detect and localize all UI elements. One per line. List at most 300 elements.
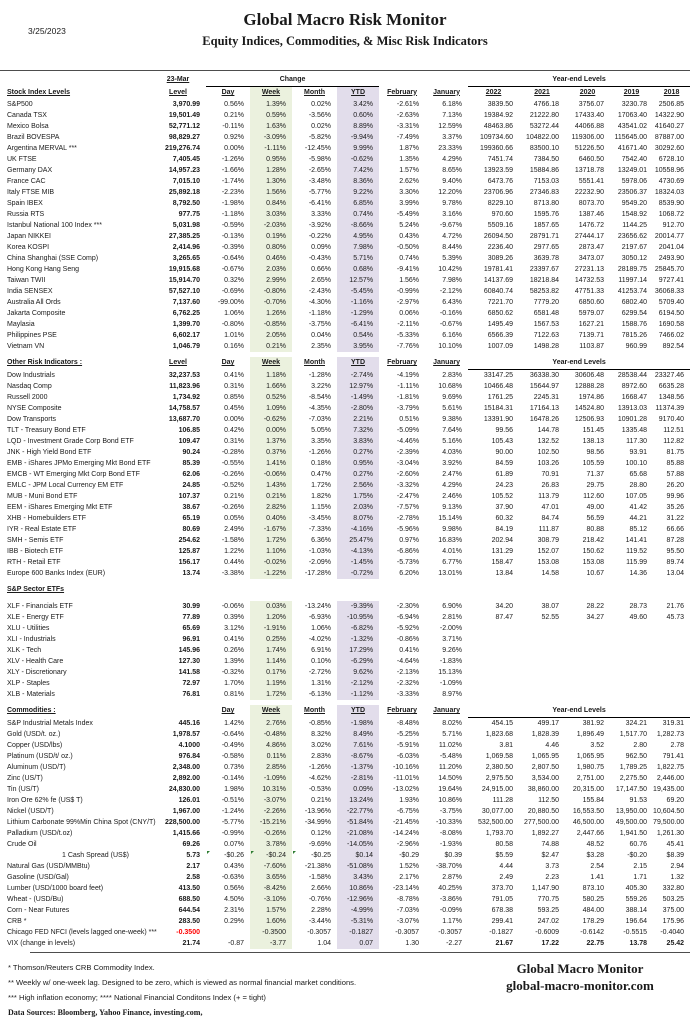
cell: 15884.86 [529,167,560,174]
cell: -4.99% [350,907,374,914]
cell: 1348.56 [658,394,685,401]
cell: 8.65% [442,167,463,174]
cell: -7.57% [396,504,420,511]
cell: 1.72% [266,691,286,698]
cell: 2.35% [311,343,331,350]
cell: 1548.92 [621,211,648,218]
cell: 22.75 [586,940,605,947]
cell: 1,147.90 [531,885,560,892]
cell: 144.78 [537,427,560,434]
cell: 0.03% [266,603,286,610]
cell: 25.42 [666,940,685,947]
cell: -$0.29 [399,852,420,859]
cell: -6.86% [396,548,420,555]
cell: 28.73 [629,603,648,610]
cell: 5.71% [353,255,374,262]
cell: 96.91 [182,636,200,643]
column-header: YTD [351,89,366,96]
cell: 219,276.74 [164,145,200,152]
row-label: XLB - Materials [7,691,55,698]
table-row [0,656,690,667]
cell: -1.74% [221,178,244,185]
cell: 80.58 [495,841,514,848]
cell [468,689,519,700]
cell: 47.01 [541,504,560,511]
cell: 1.39% [224,658,244,665]
cell: -0.55% [221,460,244,467]
cell: -4.16% [350,526,374,533]
cell: 2.17% [399,874,420,881]
cell: -3.32% [396,482,420,489]
cell [610,645,653,656]
group-header-row [0,74,690,87]
cell: -7.03% [308,416,331,423]
cell: -0.3057 [307,929,331,936]
cell: 1761.25 [487,394,514,401]
cell: 3.73 [545,863,560,870]
row-label: Wheat - (USD/Bu) [7,896,64,903]
year-column-header: 2021 [534,89,550,96]
cell: 1.41% [266,460,286,467]
cell: 1387.46 [578,211,605,218]
cell: 0.02% [311,101,331,108]
cell: 1668.47 [621,394,648,401]
cell: -0.13% [221,233,244,240]
cell: 0.25% [266,636,286,643]
cell: 2,348.00 [172,764,200,771]
table-row [0,773,690,784]
table-row [0,828,690,839]
cell: 141.58 [178,669,200,676]
cell: 1588.76 [621,321,648,328]
cell: -2.74% [350,371,374,379]
cell: 61.89 [495,471,514,478]
cell: -5.73% [396,559,420,566]
cell: -0.64% [221,731,244,738]
cell: 0.21% [266,343,286,350]
cell: 1,789.25 [619,764,648,771]
cell: 0.21% [224,112,244,119]
cell: 13.84 [495,570,514,577]
cell: 84.19 [495,526,514,533]
cell: 7815.26 [621,332,648,339]
cell: -0.64% [221,255,244,262]
cell: 23706.96 [483,189,514,196]
cell: 6.85% [353,200,374,207]
cell: -11.01% [393,775,420,782]
cell: 0.41% [224,636,244,643]
cell: 28189.75 [617,266,648,273]
cell: 8.07% [353,515,374,522]
cell: -0.99% [221,830,244,837]
cell: 0.66% [311,266,331,273]
cell: 11.02% [438,742,463,749]
cell: 3,265.65 [172,255,200,262]
row-label: Russia RTS [7,211,45,218]
cell: 77.89 [182,614,200,621]
cell: 48.52 [586,841,605,848]
cell: 3.71% [442,636,463,643]
cell: 0.74% [353,211,374,218]
cell: -0.85% [308,719,331,727]
cell: -2.12% [439,288,463,295]
cell: 6728.10 [658,156,685,163]
cell: 81.75 [666,449,685,456]
table-row [0,469,690,480]
cell: 0.21% [266,493,286,500]
cell: 1,896.49 [576,731,605,738]
cell [565,645,610,656]
cell: -0.26% [263,830,286,837]
cell: 0.54% [353,332,374,339]
cell: -34.99% [304,819,331,826]
row-label: UK FTSE [7,156,37,163]
cell: 0.07 [359,940,374,947]
cell: -2.23% [221,189,244,196]
cell: -1.66% [221,167,244,174]
cell: -0.76% [308,896,331,903]
cell: 2.81% [442,614,463,621]
year-end-span-header: Year-end Levels [468,357,690,370]
cell: -3.92% [308,222,331,229]
table-row [0,502,690,513]
cell: 1,823.68 [485,731,514,738]
cell: -3.45% [308,515,331,522]
cell: 1,980.75 [576,764,605,771]
table-row [0,861,690,872]
cell: -2.97% [396,299,420,306]
cell: 31.22 [666,515,685,522]
cell: 8.02% [442,719,463,727]
cell: -6.93% [308,614,331,621]
cell [519,678,565,689]
row-label: Crude Oil [7,841,37,848]
cell: -4.30% [308,299,331,306]
cell: 2977.65 [533,244,560,251]
row-label: Brazil BOVESPA [7,134,60,141]
cell: 17,147.50 [615,786,648,793]
cell: -2.27 [446,940,463,947]
cell: 1.14% [266,658,286,665]
table-row [0,286,690,297]
cell: -5.82% [308,134,331,141]
cell [653,678,690,689]
table-row [0,689,690,700]
cell: 1.66% [266,383,286,390]
cell: -1.67% [263,526,286,533]
cell: 228,500.00 [164,819,200,826]
cell: 5.61% [442,405,463,412]
cell: 45.73 [666,614,685,621]
cell: 41640.27 [654,123,685,130]
cell: 0.40% [266,515,286,522]
cell: 24.85 [182,482,200,489]
cell: 7451.74 [487,156,514,163]
cell: 10.10% [438,343,463,350]
cell: 1.70% [224,680,244,687]
cell: 324.21 [625,720,648,727]
cell: 87887.00 [654,134,685,141]
cell: 12888.28 [574,383,605,390]
cell: 6850.60 [578,299,605,306]
cell: 43541.02 [617,123,648,130]
cell: 23327.46 [654,372,685,379]
cell: 0.47% [311,471,331,478]
cell: 6850.62 [487,310,514,317]
cell: 1.01% [224,332,244,339]
cell: 3.33% [311,211,331,218]
cell: 1.56% [266,189,286,196]
row-label: Spain IBEX [7,200,43,207]
cell: 2041.04 [658,244,685,251]
cell: 2.66% [311,885,331,892]
cell: 1,046.79 [172,343,200,350]
row-label: Europe 600 Banks Index (EUR) [7,570,106,577]
cell: 4.46 [545,742,560,749]
table-body [0,74,690,949]
cell: -0.59% [221,222,244,229]
cell: -0.32% [221,669,244,676]
cell: -2.96% [396,841,420,848]
cell: -6.41% [350,321,374,328]
cell: 17164.13 [529,405,560,412]
cell: -0.3500 [262,929,286,936]
cell: 0.52% [266,394,286,401]
cell: 1.60% [266,918,286,925]
cell: 38,860.00 [527,786,560,793]
cell: 2,751.00 [576,775,605,782]
risk-table [0,74,690,949]
table-row [0,414,690,425]
cell: 30606.48 [574,372,605,379]
cell: 23.33% [438,145,463,152]
cell: 7221.70 [487,299,514,306]
cell: 1,892.27 [531,830,560,837]
cell: 15.13% [438,669,463,676]
cell: 0.17% [266,669,286,676]
cell: -10.33% [435,819,463,826]
row-label: Platinum (USD/t/ oz.) [7,753,73,760]
cell: 11,823.96 [169,383,200,390]
cell: 4.95% [353,233,374,240]
cell: -6.13% [308,691,331,698]
cell: -1.26% [308,764,331,771]
cell: -1.98% [350,719,374,727]
table-row [0,938,690,949]
cell: 8073.70 [578,200,605,207]
cell: -2.32% [396,680,420,687]
cell: 111.28 [492,797,514,804]
cell: 0.43% [399,233,420,240]
cell: 2,380.50 [485,764,514,771]
cell: 2.47% [442,471,463,478]
cell: -1.83% [439,658,463,665]
cell: 99.96 [666,493,685,500]
column-header: January [433,88,460,96]
cell: -7.03% [396,907,420,914]
cell: -0.43% [308,255,331,262]
column-header: Week [261,359,281,367]
cell: 5709.40 [658,299,685,306]
cell: 26.83 [541,482,560,489]
cell: 1.52% [399,863,420,870]
cell: 15184.31 [483,405,514,412]
cell: 1.30 [405,940,420,947]
cell: 0.19% [266,233,286,240]
cell: -0.50% [396,244,420,251]
cell: 1627.21 [578,321,605,328]
cell: -6.75% [396,808,420,815]
cell: 2.17 [186,863,200,870]
cell: 9170.40 [658,416,685,423]
cell: 8539.90 [658,200,685,207]
cell: 2.83% [442,371,463,379]
cell: 0.41% [399,647,420,654]
cell: -0.06% [221,603,244,610]
cell: 0.16% [224,343,244,350]
cell: 6635.28 [658,383,685,390]
cell: 2,414.96 [172,244,200,251]
cell: -3.44% [308,918,331,925]
cell: -3.79% [396,405,420,412]
cell: 9.69% [442,394,463,401]
table-row [0,546,690,557]
row-label: Dow Transports [7,416,57,423]
cell: 1498.28 [533,343,560,350]
cell: 484.00 [582,907,605,914]
cell: 85.39 [182,460,200,467]
table-row [0,187,690,198]
cell: 1,065.95 [531,753,560,760]
cell: 112.82 [663,438,685,445]
row-label: Gold (USD/t. oz.) [7,731,61,738]
cell: 4.01% [442,548,463,555]
cell: 151.45 [582,427,605,434]
cell: 2.03% [266,266,286,273]
cell [379,74,468,87]
cell: 7466.02 [658,332,685,339]
cell: 106.85 [178,427,200,434]
cell: 5.71% [442,731,463,738]
cell: 218.42 [582,537,605,544]
cell: -1.49% [350,394,374,401]
cell: 1.10% [266,548,286,555]
cell: 0.21% [311,797,331,804]
row-label: NYSE Composite [7,405,62,412]
cell: 1.57% [266,907,286,914]
cell: 381.92 [582,720,605,727]
row-label: Hong Kong Hang Seng [7,266,79,273]
table-row [0,623,690,634]
cell: -8.78% [396,896,420,903]
row-label: CRB * [7,918,27,925]
row-label: 1 Cash Spread (US$) [62,852,129,859]
cell: 375.00 [662,907,685,914]
cell: 791.05 [491,896,514,903]
cell: -5.77% [308,189,331,196]
cell: 100.10 [625,460,648,467]
cell: 41.42 [629,504,648,511]
cell: -8.48% [396,719,420,727]
cell: 52.55 [541,614,560,621]
cell: 105.43 [491,438,514,445]
row-label: S&P Industrial Metals Index [7,719,93,727]
footnote: ** Weekly w/ one-week lag. Designed to be zero, which is viewed as normal financial market conditions. [8,978,357,987]
cell: 113.79 [538,493,560,500]
column-header: January [433,359,460,367]
cell: -13.24% [304,603,331,610]
cell: -0.28% [221,449,244,456]
cell: 445.16 [178,719,200,727]
cell: 2.65% [311,277,331,284]
cell: 40.25% [438,885,463,892]
row-label: Japan NIKKEI [7,233,51,240]
cell: 23656.62 [617,233,648,240]
cell: 28791.71 [529,233,560,240]
cell: 87.28 [666,537,685,544]
table-row [0,634,690,645]
cell: -13.02% [392,786,420,793]
cell: 247.02 [537,918,560,925]
cell: 7153.03 [533,178,560,185]
cell: 3.22% [311,383,331,390]
cell: 0.05% [224,515,244,522]
cell: 2.80 [633,742,648,749]
row-label: Natural Gas (USD/MMBtu) [7,863,90,870]
report-footer [0,957,690,1017]
section-title: Other Risk Indicators : [7,359,83,367]
cell: 76.81 [182,691,200,698]
cell: 3.03% [266,211,286,218]
cell: 7,015.10 [172,178,200,185]
cell: 4.44 [499,863,514,870]
cell: 13249.01 [617,167,648,174]
cell: 0.60% [353,112,374,119]
cell: -8.66% [350,222,374,229]
row-label: XLF - Financials ETF [7,603,73,610]
page-subtitle: Equity Indices, Commodities, & Misc Risk Indicators [202,34,488,48]
cell: 10558.96 [654,167,685,174]
cell: 1,415.66 [172,830,200,837]
cell: 178.29 [582,918,605,925]
cell: 16,553.50 [572,808,605,815]
cell: 2.82% [266,504,286,511]
cell: -3.09% [263,134,286,141]
cell: 80.69 [182,526,200,533]
cell: 7122.63 [533,332,560,339]
cell: -0.49% [221,742,244,749]
cell: -1.26% [308,449,331,456]
cell: -0.72% [350,570,374,577]
page-title: Global Macro Risk Monitor [243,10,447,29]
cell: -5.09% [396,427,420,434]
cell: 105.59 [582,460,605,467]
cell: 49.60 [629,614,648,621]
cell [565,689,610,700]
cell: 27,385.25 [168,233,200,240]
cell: -1.18% [221,211,244,218]
cell: 3473.07 [578,255,605,262]
cell: -8.08% [439,830,463,837]
cell: -1.58% [221,537,244,544]
cell: 112.60 [583,493,605,500]
column-header: Week [261,89,281,96]
cell: 0.11% [266,753,286,760]
cell: -6.82% [350,625,374,632]
row-label: MUB - Muni Bond ETF [7,493,78,500]
cell: 2.31% [224,907,244,914]
cell: 37.90 [495,504,514,511]
